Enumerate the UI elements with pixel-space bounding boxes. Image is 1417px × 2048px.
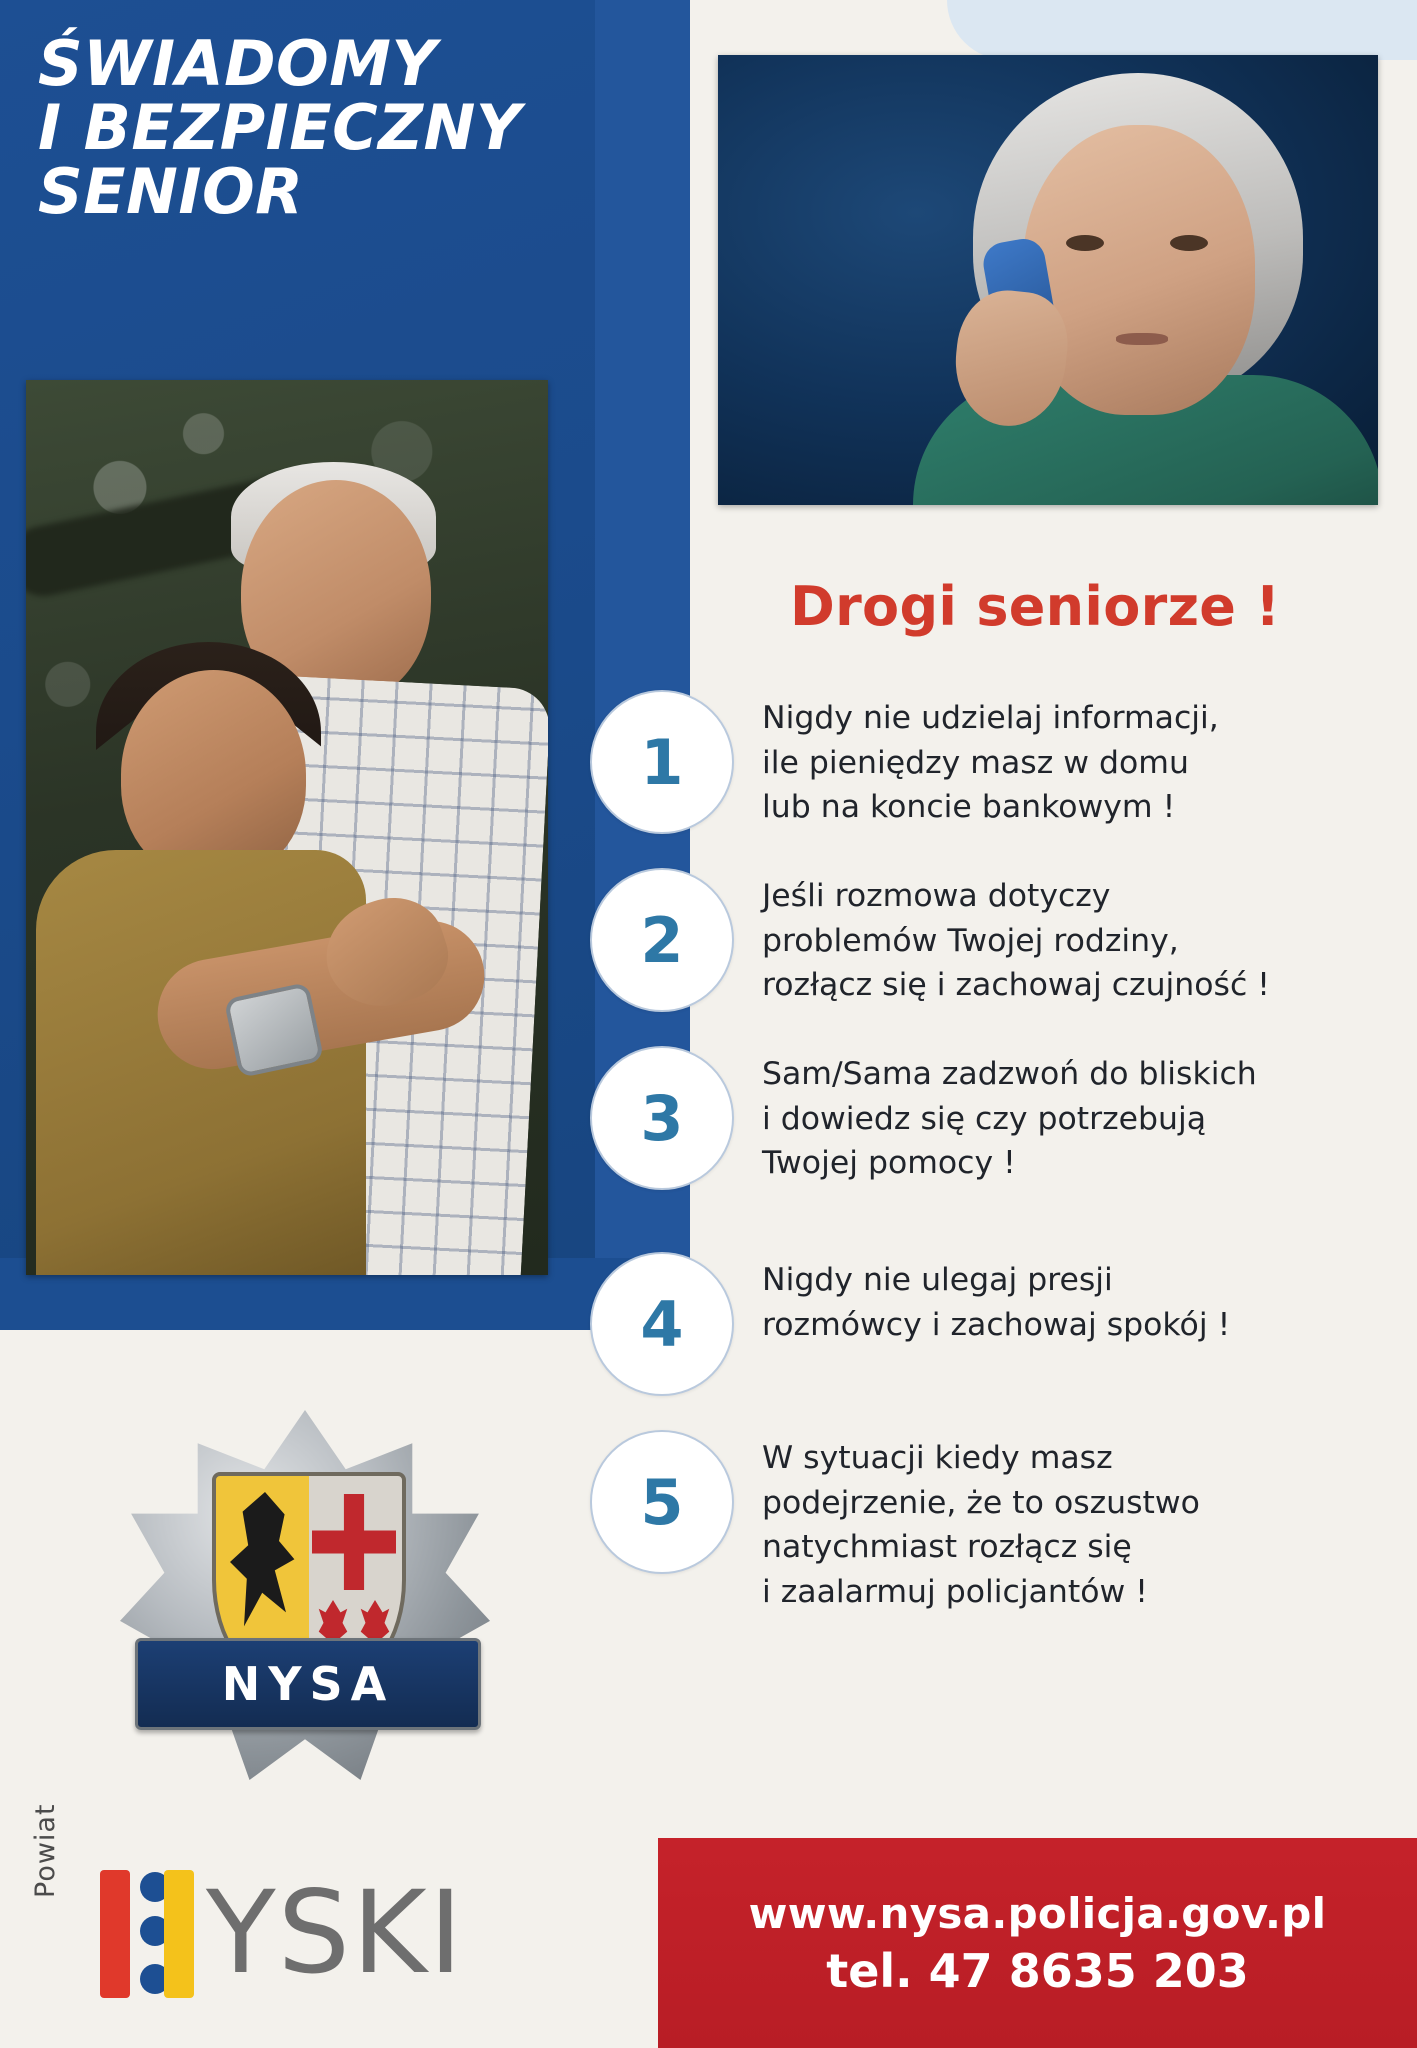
tip-line: rozmówcy i zachowaj spokój ! [762,1306,1231,1343]
tip-number-badge: 2 [590,868,734,1012]
powiat-bar-red [100,1870,130,1998]
tip-line: lub na koncie bankowym ! [762,789,1176,826]
powiat-label: Powiat [30,1803,61,1898]
tip-line: Nigdy nie udzielaj informacji, [762,700,1219,736]
list-item [590,868,1390,1012]
tip-line: podejrzenie, że to oszustwo [762,1484,1200,1521]
tip-line: W sytuacji kiedy masz [762,1440,1113,1476]
powiat-name: YSKI [206,1866,465,1999]
badge-ribbon [135,1638,481,1730]
powiat-bar-yellow [164,1870,194,1998]
list-item [590,1430,1390,1615]
tip-line: rozłącz się i zachowaj czujność ! [762,967,1270,1004]
section-heading: Drogi seniorze ! [790,575,1281,638]
senior-couple-photo [26,380,548,1275]
contact-banner [658,1838,1417,2048]
couple-photo-woman-head [121,670,306,880]
tip-line: Nigdy nie ulegaj presji [762,1262,1113,1298]
tip-line: Twojej pomocy ! [762,1145,1016,1182]
tip-line: natychmiast rozłącz się [762,1529,1132,1566]
powiat-nyski-logo [30,1803,620,2022]
tip-number-badge: 4 [590,1252,734,1396]
tip-line: i zaalarmuj policjantów ! [762,1574,1148,1611]
list-item [590,690,1390,834]
cross-icon [312,1494,396,1590]
tip-number-badge: 1 [590,690,734,834]
tip-line: Jeśli rozmowa dotyczy [762,878,1111,914]
page-title-line-3: SENIOR [38,154,304,228]
phone-photo-eye-right [1170,235,1208,251]
senior-woman-on-phone-photo [718,55,1378,505]
police-badge-logo [90,1400,520,1800]
corner-accent-shape [947,0,1417,60]
tip-line: ile pieniędzy masz w domu [762,744,1189,781]
list-item [590,1046,1390,1190]
tip-line: problemów Twojej rodziny, [762,922,1179,959]
tip-text [762,1252,1230,1347]
page-title-line-1: ŚWIADOMY [38,27,437,100]
phone-number[interactable]: tel. 47 8635 203 [826,1943,1249,1998]
powiat-n-monogram-icon [100,1870,200,1998]
tip-text [762,1046,1257,1186]
phone-photo-mouth [1116,333,1168,345]
badge-ribbon-label: NYSA [221,1657,395,1711]
page-title [38,27,658,228]
page-title-line-2: I BEZPIECZNY [38,90,522,164]
tip-text [762,1430,1200,1615]
phone-photo-eye-left [1066,235,1104,251]
list-item [590,1252,1390,1396]
tip-number-badge: 5 [590,1430,734,1574]
tip-line: Sam/Sama zadzwoń do bliskich [762,1056,1257,1092]
tip-text [762,690,1219,830]
website-url[interactable]: www.nysa.policja.gov.pl [748,1888,1327,1938]
tip-text [762,868,1270,1008]
tip-line: i dowiedz się czy potrzebują [762,1100,1207,1137]
eagle-icon [230,1492,300,1632]
tips-list [590,690,1390,1649]
tip-number-badge: 3 [590,1046,734,1190]
